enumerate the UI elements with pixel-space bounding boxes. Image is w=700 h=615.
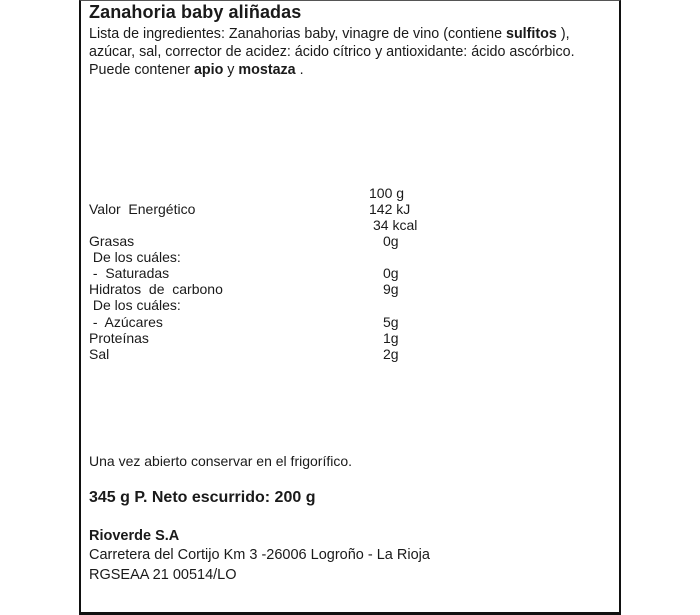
allergen-mostaza: mostaza: [238, 62, 296, 78]
nutrition-value: 34 kcal: [373, 217, 418, 233]
nutrition-value: 5g: [383, 314, 399, 330]
ingredients-line-2: azúcar, sal, corrector de acidez: ácido cítrico y antioxidante: ácido ascórbico.: [89, 44, 575, 60]
nutrition-value: 142 kJ: [369, 201, 411, 217]
nutrition-value: 0g: [383, 233, 399, 249]
allergen-sulfitos: sulfitos: [506, 26, 557, 42]
allergen-apio: apio: [193, 62, 224, 78]
manufacturer-address: Carretera del Cortijo Km 3 -26006 Logroño - La Rioja: [89, 547, 430, 563]
ingredients-text: y: [223, 62, 239, 78]
ingredients-list: [89, 25, 614, 79]
ingredients-text: Lista de ingredientes: Zanahorias baby, vinagre de vino (contiene: [89, 26, 506, 42]
product-title: Zanahoria baby aliñadas: [89, 2, 302, 22]
nutrition-value: 9g: [383, 281, 399, 297]
ingredients-text: Puede contener: [89, 62, 194, 78]
ingredients-text: ),: [556, 26, 570, 42]
nutrition-label: - Azúcares: [89, 314, 163, 330]
nutrition-label: Hidratos de carbono: [89, 281, 223, 297]
ingredients-line-1: [89, 25, 614, 43]
nutrition-label: Proteínas: [89, 330, 149, 346]
storage-instructions: Una vez abierto conservar en el frigorífico.: [89, 453, 353, 469]
nutrition-label: Sal: [89, 346, 110, 362]
nutrition-value: 1g: [383, 330, 399, 346]
nutrition-label: De los cuáles:: [89, 297, 181, 313]
sanitary-registry: RGSEAA 21 00514/LO: [89, 567, 237, 583]
net-weight: 345 g P. Neto escurrido: 200 g: [89, 489, 316, 506]
product-label: [79, 0, 621, 615]
nutrition-label: De los cuáles:: [89, 249, 181, 265]
nutrition-label: Valor Energético: [89, 201, 196, 217]
ingredients-text: .: [295, 62, 304, 78]
nutrition-label: - Saturadas: [89, 265, 170, 281]
ingredients-line-3: [89, 61, 614, 79]
manufacturer-name: Rioverde S.A: [89, 528, 180, 544]
nutrition-value: 0g: [383, 265, 399, 281]
nutrition-label: Grasas: [89, 233, 135, 249]
nutrition-value: 2g: [383, 346, 399, 362]
nutrition-header: 100 g: [369, 185, 405, 201]
